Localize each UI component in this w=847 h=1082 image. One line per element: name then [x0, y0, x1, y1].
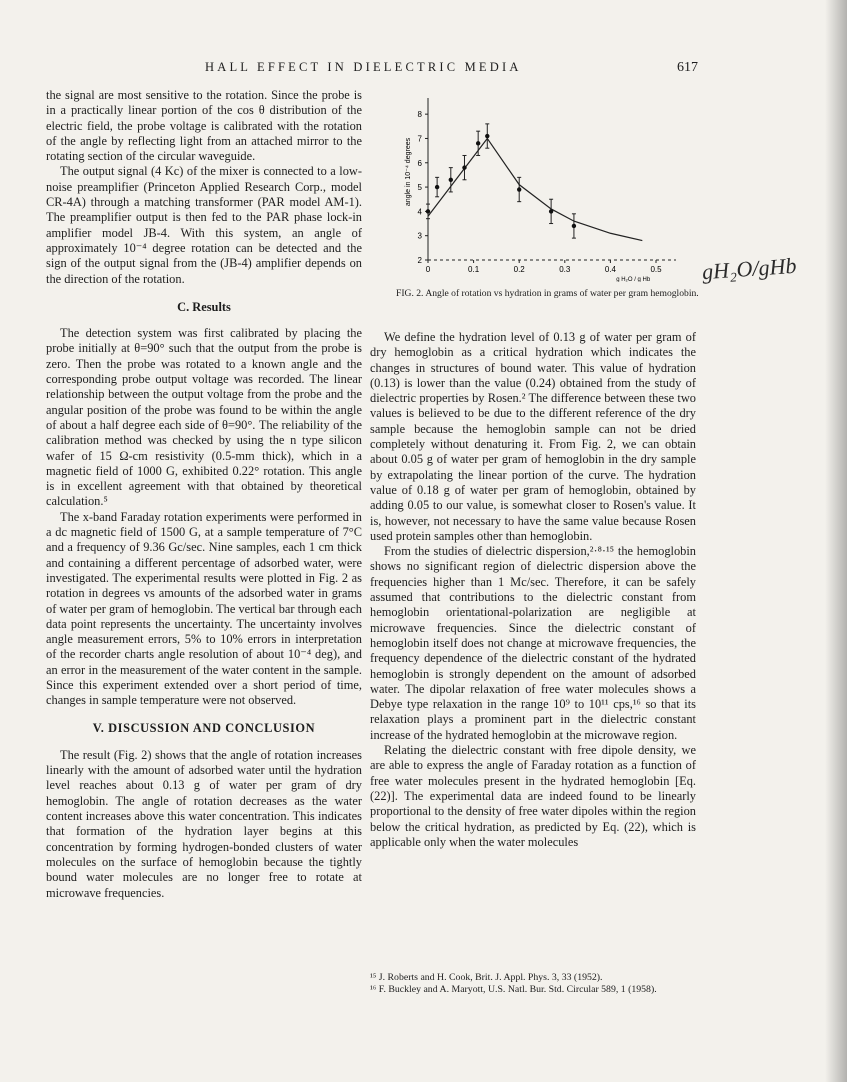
y-axis-label: angle in 10⁻⁴ degrees [405, 137, 412, 207]
data-point [572, 224, 576, 228]
rotation-vs-hydration-chart [396, 92, 696, 282]
paragraph: Relating the dielectric constant with free dipole density, we are able to express the angle of Faraday rotation as a function of free water molecules present in the hydrated hemoglobin [Eq. (22)]. The experimental data are indeed found to be linearly proportional to the density of free water dipoles within the region below the critical hydration, as predicted by Eq. (22), which is applicable only when the water molecules [370, 743, 696, 849]
paragraph: The result (Fig. 2) shows that the angle of rotation increases linearly with the amount of adsorbed water until the hydration level reaches about 0.13 g of water per gram of dry hemoglobin. The angle of rotation decreases as the water content increases above this water concentration. This indicates that formation of the hydration layer begins at this concentration by forming hydrogen-bonded clusters of water molecules on the surface of hemoglobin because the tightly bound water molecules are no longer free to rotate at microwave frequencies. [46, 747, 362, 900]
x-tick-label: 0.3 [559, 265, 571, 274]
y-tick-label: 2 [417, 256, 422, 265]
paragraph: From the studies of dielectric dispersion,²·⁸·¹⁵ the hemoglobin shows no significant region of dielectric dispersion above the frequencies higher than 1 Mc/sec. Therefore, it can be safely assumed that contributions to the dielectric constant from hemoglobin orientational-polarization are negligible at microwave frequencies. Since the dielectric constant of hemoglobin itself does not change at microwave frequencies, the frequency dependence of the dielectric constant of the hydrated hemoglobin is strongly dependent on the amount of adsorbed water. The dipolar relaxation of free water molecules shows a Debye type relaxation in the range 10⁹ to 10¹¹ cps,¹⁶ so that its relaxation plays a prominent part in the dielectric constant increase of the hydrated hemoglobin at the microwave region. [370, 544, 696, 742]
x-tick-label: 0.5 [650, 265, 662, 274]
y-tick-label: 8 [417, 110, 422, 120]
footnotes [370, 972, 700, 995]
y-tick-label: 7 [417, 134, 422, 144]
right-column [370, 330, 696, 850]
scan-edge-shadow [825, 0, 847, 1082]
page-number: 617 [677, 60, 698, 75]
x-axis-sublabel: g H₂O / g Hb [616, 277, 651, 282]
x-tick-label: 0 [425, 265, 431, 274]
data-point [426, 209, 430, 213]
paragraph: the signal are most sensitive to the rotation. Since the probe is in a practically linear portion of the cos θ distribution of the electric field, the probe voltage is calibrated with the rotation of the angle by reflecting light from an attached mirror to the rotating section of the circular waveguide. [46, 88, 362, 164]
running-title: HALL EFFECT IN DIELECTRIC MEDIA [205, 60, 522, 74]
section-heading: C. Results [177, 299, 231, 314]
fit-curve-decay [487, 138, 642, 240]
data-point [462, 165, 466, 169]
paragraph: The x-band Faraday rotation experiments were performed in a dc magnetic field of 1500 G, at a sample temperature of 7°C and a frequency of 9.36 Gc/sec. Nine samples, each 1 cm thick and containing a different percentage of adsorbed water, were investigated. The experimental results were plotted in Fig. 2 as rotation in degrees vs amounts of the adsorbed water in grams of water per gram of hemoglobin. The vertical bar through each data point represents the uncertainty. The uncertainty involves angle measurement errors, 5% to 10% errors in interpretation of the recorder charts angle resolution of about 10⁻⁴ deg), and an error in the measurement of the water content in the sample. Since this experiment extended over a short period of time, changes in sample temperature were not observed. [46, 509, 362, 708]
paragraph: The output signal (4 Kc) of the mixer is connected to a low-noise preamplifier (Princeton Applied Research Corp., model CR-4A) through a matching transformer (PAR model AM-1). The preamplifier output is then fed to the PAR phase lock-in amplifier model JB-4. With this system, an angle of approximately 10⁻⁴ degree rotation can be detected and the sign of the output signal from the (JB-4) amplifier depends on the direction of the rotation. [46, 164, 362, 286]
footnote: ¹⁶ F. Buckley and A. Maryott, U.S. Natl. Bur. Std. Circular 589, 1 (1958). [370, 983, 657, 995]
x-tick-label: 0.2 [513, 265, 525, 274]
figure-caption: FIG. 2. Angle of rotation vs hydration in grams of water per gram hemoglobin. [396, 288, 699, 299]
footnote: ¹⁵ J. Roberts and H. Cook, Brit. J. Appl. Phys. 3, 33 (1952). [370, 972, 603, 983]
left-column [46, 88, 362, 901]
paragraph: The detection system was first calibrated by placing the probe initially at θ=90° such that the output from the probe is zero. Then the probe was rotated to a known angle and the corresponding probe output voltage was recorded. The linear relationship between the output voltage from the probe and the angular position of the probe was found to be within the angle of about a half degree each side of θ=90°. The reliability of the calibration method was checked by using the n type silicon wafer of 15 Ω-cm resistivity (0.5-mm thick), which in a magnetic field of 1000 G, exhibited 0.22° rotation. This angle is in excellent agreement with that obtained by theoretical calculation.⁵ [46, 326, 362, 509]
y-tick-label: 4 [417, 207, 422, 217]
data-point [549, 209, 553, 213]
y-tick-label: 3 [417, 231, 422, 241]
x-tick-label: 0.1 [468, 265, 480, 274]
page-header [0, 60, 847, 80]
y-tick-label: 6 [417, 158, 422, 168]
data-point [435, 185, 439, 189]
data-point [449, 178, 453, 182]
x-tick-label: 0.4 [604, 265, 616, 274]
section-heading: V. DISCUSSION AND CONCLUSION [92, 720, 316, 735]
data-point [485, 134, 489, 138]
paragraph: We define the hydration level of 0.13 g of water per gram of dry hemoglobin as a critical hydration which indicates the changes in structures of bound water. This value of hydration (0.13) is lower than the value (0.24) obtained from the study of dielectric properties by Rosen.² The difference between these two values is believed to be due to the different reference of the dry sample because the hemoglobin sample can not be dried completely without denaturing it. From Fig. 2, we can obtain about 0.05 g of water per gram of hemoglobin in the dry sample by extrapolating the linear portion of the curve. The hydration value of 0.18 g of water per gram of hemoglobin, obtained by adding 0.05 to our value, is somewhat closer to Rosen's value. It is, however, not necessary to have the same value because Rosen used protein samples other than hemoglobin. [370, 330, 696, 543]
y-tick-label: 5 [417, 183, 422, 193]
data-point [517, 187, 521, 191]
handwritten-annotation: gH₂O/gHb [701, 252, 798, 285]
data-point [476, 141, 480, 145]
